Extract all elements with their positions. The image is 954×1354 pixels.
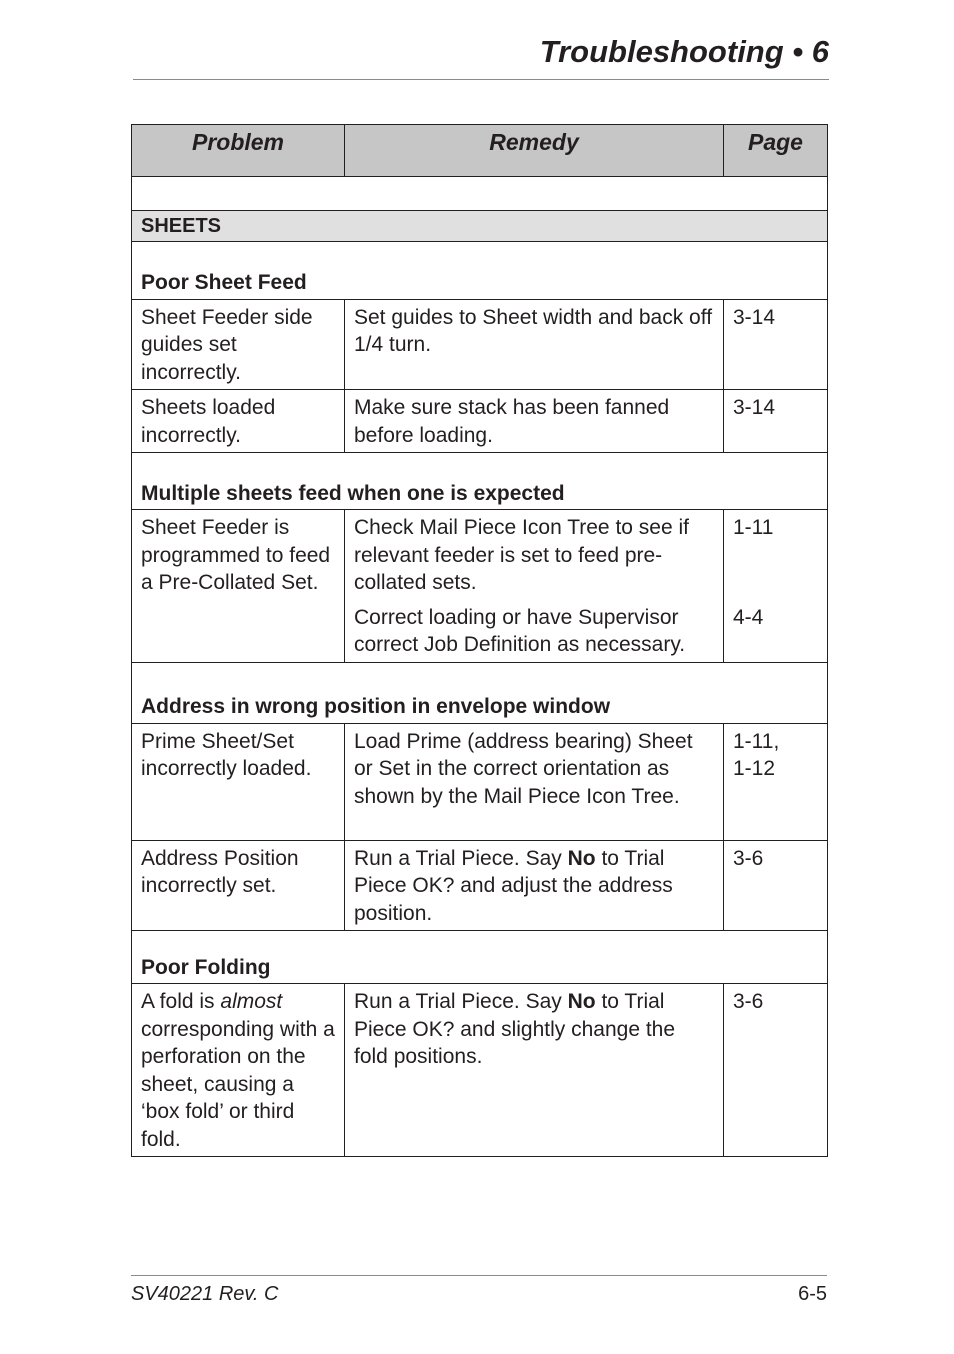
problem-text: corresponding with a perforation on the sheet, causing a ‘box fold’ or third fold.	[141, 1017, 335, 1151]
column-header-problem: Problem	[132, 125, 345, 177]
page-ref: 1-11,	[733, 729, 780, 753]
remedy-text: Run a Trial Piece. Say	[354, 846, 568, 870]
section-row	[132, 211, 828, 242]
remedy-text: to Trial Piece OK? and adjust the address position.	[354, 846, 673, 925]
table-row	[132, 840, 828, 931]
spacer-row	[132, 177, 828, 211]
page-ref: 1-11	[733, 516, 774, 539]
table-row	[132, 984, 828, 1157]
page-ref-secondary: 4-4	[733, 605, 764, 629]
table-row	[132, 510, 828, 663]
spacer-cell	[132, 177, 828, 211]
page-cell: 3-14	[724, 299, 828, 390]
problem-cell: Sheets loaded incorrectly.	[132, 390, 345, 453]
remedy-cell	[345, 840, 724, 931]
problem-cell: Address Position incorrectly set.	[132, 840, 345, 931]
group-heading-row	[132, 453, 828, 510]
group-heading-row	[132, 662, 828, 723]
problem-cell	[132, 984, 345, 1157]
table-header-row	[132, 125, 828, 177]
page-ref: 1-12	[733, 757, 776, 780]
problem-emphasis: almost	[220, 990, 283, 1013]
problem-cell: Sheet Feeder side guides set incorrectly.	[132, 299, 345, 390]
column-header-remedy: Remedy	[345, 125, 724, 177]
remedy-cell	[345, 510, 724, 663]
remedy-text-secondary: Correct loading or have Supervisor correct Job Definition as necessary.	[354, 605, 686, 656]
page-cell	[724, 510, 828, 663]
remedy-emphasis: No	[567, 846, 596, 870]
problem-text: A fold is	[141, 990, 221, 1013]
section-heading: SHEETS	[132, 211, 828, 242]
remedy-text: Check Mail Piece Icon Tree to see if relevant feeder is set to feed pre-collated sets.	[354, 516, 689, 594]
table-row	[132, 723, 828, 840]
group-heading: Poor Folding	[132, 931, 828, 984]
remedy-text: to Trial Piece OK? and slightly change the fold positions.	[354, 990, 676, 1068]
troubleshooting-table	[131, 124, 828, 1157]
column-header-page: Page	[724, 125, 828, 177]
remedy-text: Run a Trial Piece. Say	[354, 990, 568, 1013]
page-cell: 3-6	[724, 984, 828, 1157]
table-row	[132, 299, 828, 390]
page-title: Troubleshooting • 6	[539, 34, 829, 69]
problem-cell: Prime Sheet/Set incorrectly loaded.	[132, 723, 345, 840]
header-divider	[133, 79, 829, 80]
group-heading: Poor Sheet Feed	[132, 241, 828, 299]
remedy-cell: Make sure stack has been fanned before loading.	[345, 390, 724, 453]
footer-doc-id: SV40221 Rev. C	[131, 1283, 279, 1305]
remedy-emphasis: No	[567, 990, 596, 1013]
page-cell: 3-14	[724, 390, 828, 453]
remedy-cell: Load Prime (address bearing) Sheet or Set in the correct orientation as shown by the Mail Piece Icon Tree.	[345, 723, 724, 840]
remedy-cell	[345, 984, 724, 1157]
problem-cell: Sheet Feeder is programmed to feed a Pre-Collated Set.	[132, 510, 345, 663]
footer-page-number: 6-5	[798, 1283, 827, 1305]
group-heading: Multiple sheets feed when one is expected	[132, 453, 828, 510]
group-heading: Address in wrong position in envelope window	[132, 662, 828, 723]
remedy-cell: Set guides to Sheet width and back off 1/4 turn.	[345, 299, 724, 390]
group-heading-row	[132, 241, 828, 299]
group-heading-row	[132, 931, 828, 984]
table-row	[132, 390, 828, 453]
page-cell: 3-6	[724, 840, 828, 931]
page-cell	[724, 723, 828, 840]
footer-divider	[131, 1275, 827, 1276]
